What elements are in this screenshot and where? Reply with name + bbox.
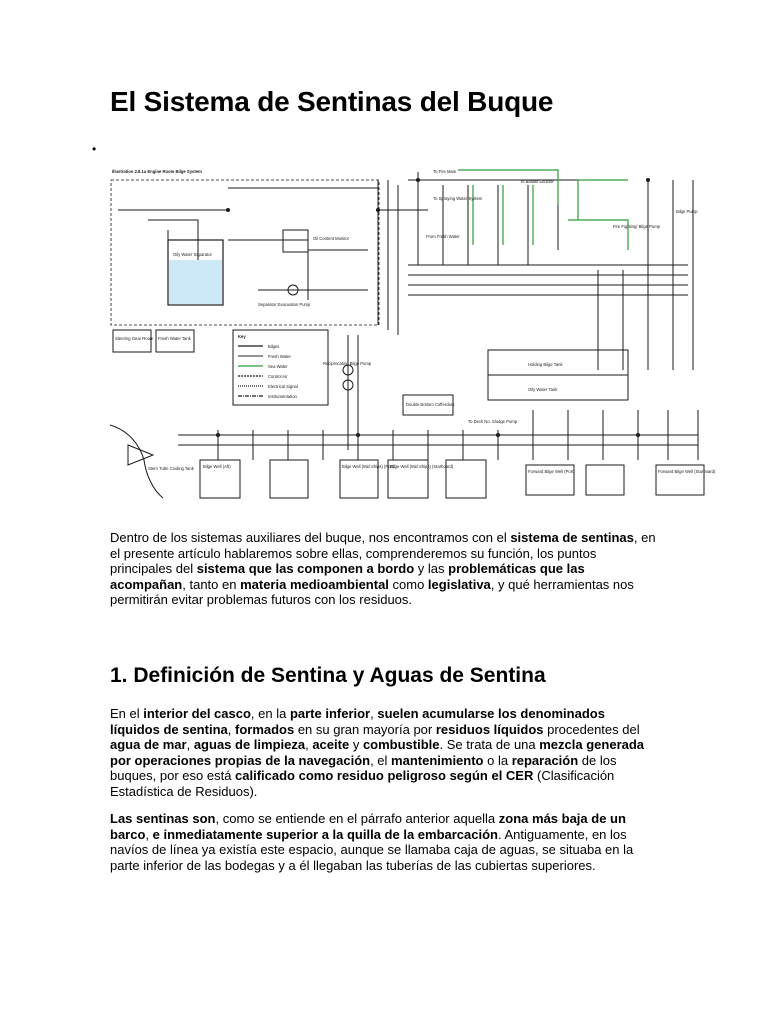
key-title: Key bbox=[238, 334, 246, 339]
bold-text: residuos líquidos bbox=[435, 721, 544, 737]
label-fresh-water-tank: Fresh Water Tank bbox=[158, 336, 191, 341]
bold-text: combustible bbox=[362, 737, 440, 753]
label-fire-bilge-pump: Fire Fighting/ Bilge Pump bbox=[613, 224, 661, 229]
bold-text: aceite bbox=[312, 737, 350, 753]
text-segment: de los buques, por eso está bbox=[110, 752, 617, 784]
text-segment: En el bbox=[110, 706, 144, 721]
bold-text: mezcla generada por operaciones propias de la navegación bbox=[110, 737, 645, 768]
bold-text: agua de mar bbox=[110, 737, 187, 753]
bold-text: Las sentinas son bbox=[110, 811, 216, 826]
label-holding-tank: Holding Bilge Tank bbox=[528, 362, 563, 367]
sentinas-paragraph bbox=[110, 811, 658, 873]
label-oily-separator: Oily Water Separator bbox=[173, 252, 212, 257]
text-segment: como bbox=[388, 576, 428, 592]
bold-text: suelen acumularse los denominados líquidos de sentina bbox=[110, 706, 605, 737]
label-cofferdam: Double Bottom Cofferdam bbox=[406, 402, 455, 407]
key-electrical-signal: Electrical Signal bbox=[268, 384, 298, 389]
text-segment: y las bbox=[414, 561, 449, 577]
label-steering-gear: Steering Gear Room bbox=[115, 336, 154, 341]
bold-text: formados bbox=[234, 721, 295, 737]
text-segment: , como se entiende en el párrafo anterior aquella bbox=[215, 811, 499, 826]
text-segment: , en la bbox=[250, 706, 290, 721]
text-segment: . Antiguamente, en los navíos de línea ya existía este espacio, aunque se llamaba caja de aguas, se situaba en la parte inferior de las bodegas y a él llegaban las tuberías de las cubiertas superiores. bbox=[110, 826, 634, 873]
text-segment: , bbox=[305, 737, 313, 753]
text-segment: , bbox=[145, 826, 153, 842]
label-ballast-eductor: To Ballast Eductor bbox=[520, 179, 554, 184]
bold-text: calificado como residuo peligroso según el CER bbox=[235, 768, 534, 784]
bold-text: parte inferior bbox=[289, 706, 371, 721]
label-bilge-well-stbd: Bilge Well (Mid Ships) (Starboard) bbox=[390, 464, 454, 469]
bold-text: e inmediatamente superior a la quilla de la embarcación bbox=[152, 826, 498, 842]
key-sea-water: Sea Water bbox=[268, 364, 288, 369]
label-separator-pump: Separator Evacuation Pump bbox=[258, 302, 311, 307]
label-stern-tube-tank: Stern Tube Cooling Tank bbox=[148, 466, 194, 471]
text-segment: en su gran mayoría por bbox=[294, 721, 436, 737]
bold-text: legislativa bbox=[427, 576, 491, 592]
text-segment: , bbox=[370, 706, 378, 721]
key-control-air: Control Air bbox=[268, 374, 288, 379]
section-heading: 1. Definición de Sentina y Aguas de Sentina bbox=[110, 664, 546, 687]
page-title: El Sistema de Sentinas del Buque bbox=[110, 86, 554, 117]
text-segment: , bbox=[227, 721, 235, 737]
diagram-caption: Illustration 2.8.1a Engine Room Bilge System bbox=[112, 169, 202, 174]
label-fwd-well-port: Forward Bilge Well (Port) bbox=[528, 469, 575, 474]
key-instrumentation: Instrumentation bbox=[268, 394, 297, 399]
intro-paragraph bbox=[110, 530, 658, 608]
label-recip-pump: Reciprocating Bilge Pump bbox=[323, 361, 372, 366]
text-segment: procedentes del bbox=[543, 721, 640, 737]
definition-paragraph bbox=[110, 706, 658, 800]
text-segment: o la bbox=[483, 752, 512, 768]
list-bullet: • bbox=[92, 142, 97, 156]
text-segment: , el bbox=[370, 752, 392, 768]
key-bilges: Bilges bbox=[268, 344, 280, 349]
label-bilge-pump: Bilge Pump bbox=[676, 209, 698, 214]
text-segment: . Se trata de una bbox=[439, 737, 540, 753]
label-fresh-water-in: From Fresh Water bbox=[426, 234, 460, 239]
text-segment: , y qué herramientas nos permitirán evitar problemas futuros con los residuos. bbox=[110, 576, 634, 608]
bold-text: problemáticas que las acompañan bbox=[110, 561, 585, 592]
bold-text: interior del casco bbox=[143, 706, 251, 721]
bold-text: sistema de sentinas bbox=[510, 530, 634, 545]
bilge-system-diagram bbox=[108, 160, 716, 505]
text-segment: , en el presente artículo hablaremos sobre ellas, comprenderemos su función, los puntos principales del bbox=[110, 530, 656, 577]
label-sludge-pump: To Deck No. Sludge Pump bbox=[468, 419, 518, 424]
label-oil-content-monitor: Oil Content Monitor bbox=[313, 236, 350, 241]
bold-text: reparación bbox=[511, 752, 579, 768]
label-bilge-well-port: Bilge Well (Mid Ships) (Port) bbox=[342, 464, 395, 469]
bold-text: materia medioambiental bbox=[240, 576, 389, 592]
text-segment: y bbox=[349, 737, 363, 753]
text-segment: Dentro de los sistemas auxiliares del buque, nos encontramos con el bbox=[110, 530, 511, 545]
bold-text: aguas de limpieza bbox=[193, 737, 306, 753]
text-segment: , bbox=[186, 737, 194, 753]
label-spraying-water: To Spraying Water System bbox=[433, 196, 483, 201]
bold-text: mantenimiento bbox=[391, 752, 484, 768]
label-bilge-well-aft: Bilge Well (Aft) bbox=[203, 464, 231, 469]
text-segment: , tanto en bbox=[182, 576, 241, 592]
label-oily-tank: Oily Water Tank bbox=[528, 387, 558, 392]
key-fresh-water: Fresh Water bbox=[268, 354, 291, 359]
bold-text: sistema que las componen a bordo bbox=[196, 561, 415, 577]
text-segment: (Clasificación Estadística de Residuos). bbox=[110, 768, 615, 799]
label-fire-main: To Fire Main bbox=[433, 169, 457, 174]
bold-text: zona más baja de un barco bbox=[110, 811, 626, 842]
label-fwd-well-stbd: Forward Bilge Well (Starboard) bbox=[658, 469, 716, 474]
